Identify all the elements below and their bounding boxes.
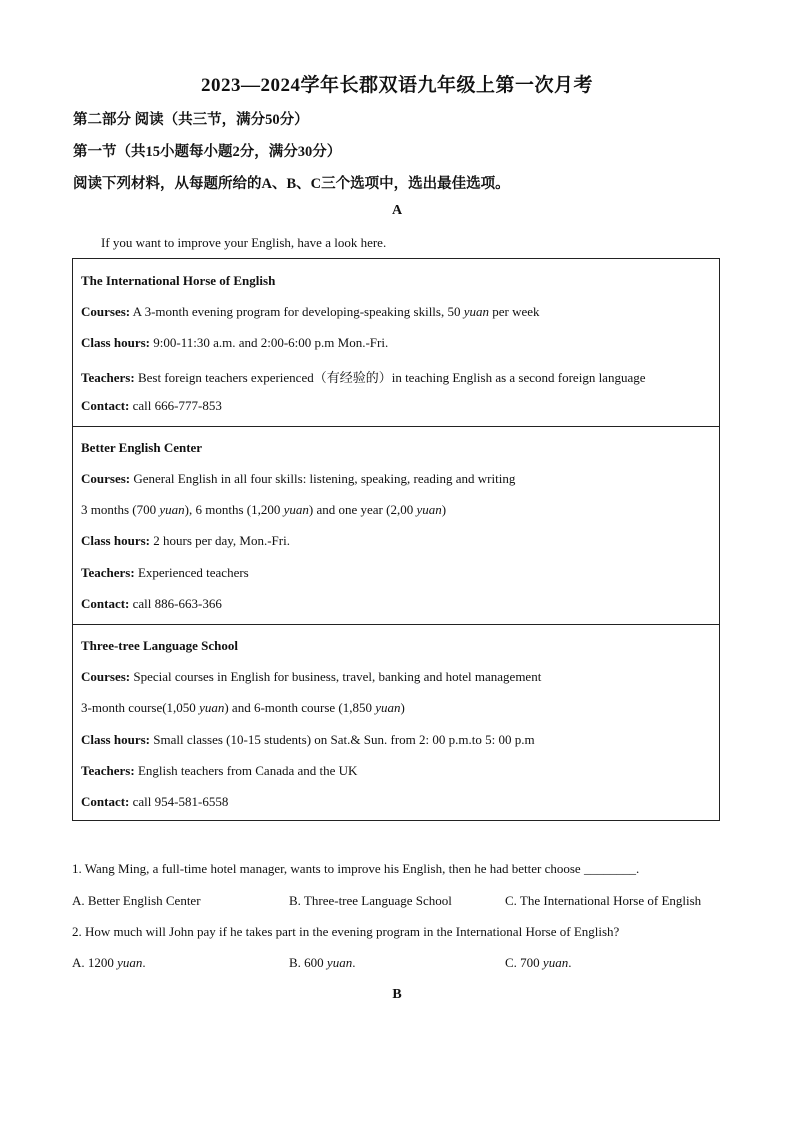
school-block-better-english — [73, 426, 719, 625]
school-teachers — [81, 565, 249, 581]
question-2-option-a[interactable] — [72, 955, 146, 971]
section-heading: 第一节（共15小题每小题2分，满分30分） — [73, 144, 342, 160]
instructions: 阅读下列材料，从每题所给的A、B、C三个选项中，选出最佳选项。 — [73, 176, 510, 192]
school-name: Better English Center — [81, 440, 203, 455]
option-dot: . — [568, 955, 572, 970]
question-1-option-b[interactable]: B. Three-tree Language School — [289, 893, 452, 908]
schools-table — [72, 258, 720, 821]
part-heading: 第二部分 阅读（共三节，满分50分） — [73, 112, 309, 128]
question-2-option-c[interactable] — [505, 955, 571, 971]
class-hours-label: Class hours: — [81, 335, 150, 350]
price-text: ) — [441, 502, 447, 517]
yuan-unit: yuan — [326, 955, 353, 970]
yuan-unit: yuan — [542, 955, 569, 970]
price-text: ) — [400, 700, 405, 715]
class-hours-text: Small classes (10-15 students) on Sat.& Sun. from 2: 00 p.m.to 5: 00 p.m — [150, 732, 535, 747]
question-1-stem: 1. Wang Ming, a full-time hotel manager, wants to improve his English, then he had better choose ________. — [72, 861, 640, 876]
yuan-unit: yuan — [199, 700, 225, 715]
courses-label: Courses: — [81, 669, 131, 684]
school-class-hours — [81, 732, 535, 748]
teachers-text: English teachers from Canada and the UK — [134, 763, 358, 778]
school-contact — [81, 398, 222, 414]
school-contact — [81, 794, 228, 810]
school-class-hours — [81, 335, 388, 351]
yuan-unit: yuan — [463, 304, 490, 319]
question-1-option-c[interactable]: C. The International Horse of English — [505, 893, 702, 908]
teachers-text: Experienced teachers — [134, 565, 249, 580]
courses-text: General English in all four skills: listening, speaking, reading and writing — [130, 471, 516, 486]
courses-label: Courses: — [81, 304, 131, 319]
yuan-unit: yuan — [117, 955, 143, 970]
school-courses — [81, 471, 515, 487]
option-dot: . — [352, 955, 356, 970]
contact-text: call 666-777-853 — [129, 398, 222, 413]
price-text: 3-month course(1,050 — [81, 700, 200, 715]
school-name: Three-tree Language School — [81, 638, 238, 653]
contact-label: Contact: — [81, 794, 130, 809]
passage-b-label: B — [392, 987, 402, 1002]
school-class-hours — [81, 533, 290, 549]
exam-title: 2023—2024学年长郡双语九年级上第一次月考 — [200, 75, 593, 96]
price-text: ) and one year (2,00 — [308, 502, 417, 517]
school-courses — [81, 669, 541, 685]
question-1-option-a[interactable]: A. Better English Center — [72, 893, 201, 908]
courses-text-end: per week — [489, 304, 540, 319]
school-teachers — [81, 763, 357, 779]
contact-text: call 954-581-6558 — [129, 794, 229, 809]
option-text: A. 1200 — [72, 955, 118, 970]
price-text: 3 months (700 — [81, 502, 160, 517]
passage-a-label: A — [391, 203, 403, 218]
yuan-unit: yuan — [375, 700, 401, 715]
teachers-label: Teachers: — [81, 763, 135, 778]
class-hours-label: Class hours: — [81, 533, 150, 548]
teachers-text: Best foreign teachers experienced（有经验的）in teaching English as a second foreign language — [134, 370, 646, 385]
contact-label: Contact: — [81, 596, 130, 611]
price-text: ), 6 months (1,200 — [184, 502, 284, 517]
class-hours-text: 2 hours per day, Mon.-Fri. — [150, 533, 290, 548]
class-hours-label: Class hours: — [81, 732, 150, 747]
school-contact — [81, 596, 222, 612]
teachers-label: Teachers: — [81, 370, 135, 385]
school-block-international-horse — [73, 259, 719, 427]
option-text: B. 600 — [289, 955, 327, 970]
yuan-unit: yuan — [283, 502, 309, 517]
class-hours-text: 9:00-11:30 a.m. and 2:00-6:00 p.m Mon.-Fri. — [150, 335, 389, 350]
passage-a-intro: If you want to improve your English, have a look here. — [101, 235, 387, 250]
yuan-unit: yuan — [416, 502, 442, 517]
contact-label: Contact: — [81, 398, 130, 413]
school-block-three-tree — [73, 624, 719, 821]
school-prices — [81, 700, 405, 716]
teachers-label: Teachers: — [81, 565, 135, 580]
option-text: C. 700 — [505, 955, 543, 970]
courses-text: Special courses in English for business, travel, banking and hotel management — [130, 669, 542, 684]
school-name: The International Horse of English — [81, 273, 276, 288]
yuan-unit: yuan — [159, 502, 185, 517]
school-courses — [81, 304, 540, 320]
option-dot: . — [142, 955, 146, 970]
price-text: ) and 6-month course (1,850 — [224, 700, 376, 715]
courses-text: A 3-month evening program for developing-speaking skills, 50 — [130, 304, 464, 319]
contact-text: call 886-663-366 — [129, 596, 222, 611]
question-2-stem: 2. How much will John pay if he takes part in the evening program in the International Horse of English? — [72, 924, 620, 939]
courses-label: Courses: — [81, 471, 131, 486]
school-teachers — [81, 367, 646, 386]
school-prices — [81, 502, 446, 518]
question-2-option-b[interactable] — [289, 955, 355, 971]
